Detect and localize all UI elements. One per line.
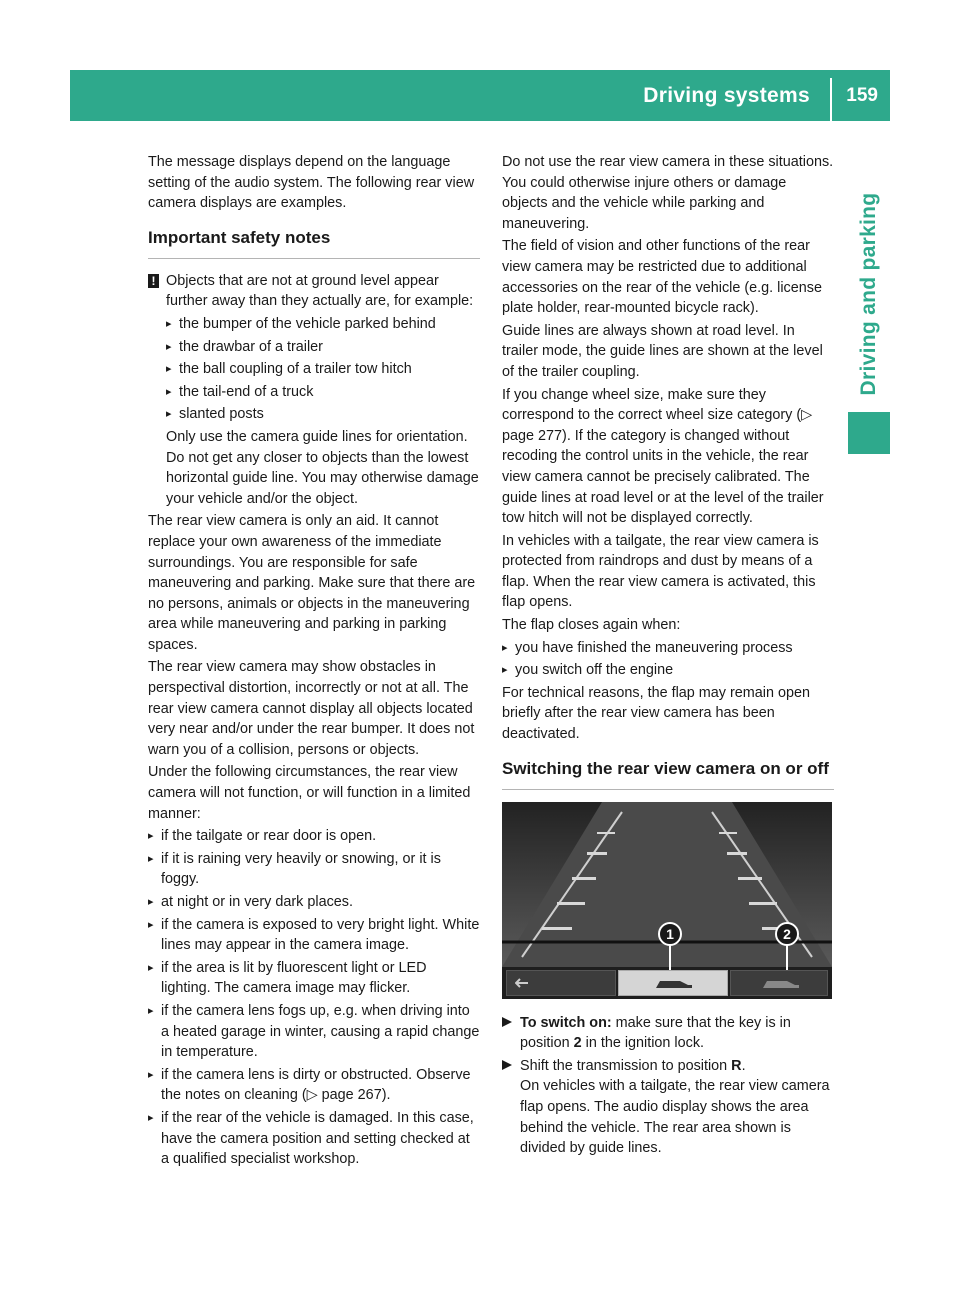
vehicle-icon	[654, 977, 694, 991]
obstacles-paragraph: The rear view camera may show obstacles in perspectival distortion, incorrectly or not at all. The rear view camera cannot display all objects located very near and/or under the rear bumper. It does not warn you of a collision, persons or objects.	[148, 659, 475, 758]
callout-1: 1	[658, 922, 682, 946]
step2-result: On vehicles with a tailgate, the rear view camera flap opens. The audio display shows the area behind the vehicle. The rear area shown is divided by guide lines.	[520, 1078, 830, 1157]
step-switch-on	[502, 1013, 834, 1054]
page-number: 159	[846, 85, 878, 106]
left-column	[148, 152, 480, 1172]
right-column	[502, 152, 834, 1161]
rear-view-button[interactable]	[618, 970, 728, 996]
list-item: ▸ the drawbar of a trailer	[166, 337, 480, 358]
vehicle-top-icon	[761, 977, 801, 991]
header-bar	[70, 70, 890, 121]
list-item: ▸ the ball coupling of a trailer tow hitch	[166, 359, 480, 380]
list-item: ▸ if the area is lit by fluorescent light or LED lighting. The camera image may flicker.	[148, 958, 480, 999]
paragraph: In vehicles with a tailgate, the rear view camera is protected from raindrops and dust by means of a flap. When the rear view camera is activated, this flap opens.	[502, 532, 819, 611]
paragraph: Guide lines are always shown at road level. In trailer mode, the guide lines are shown at the level of the trailer coupling.	[502, 322, 823, 380]
paragraph: Do not use the rear view camera in these situations. You could otherwise injure others or damage objects and the vehicle while parking and maneuvering.	[502, 154, 834, 232]
callout-line-1	[669, 942, 671, 970]
paragraph: The field of vision and other functions of the rear view camera may be restricted due to additional accessories on the rear of the vehicle (e.g. license plate holder, rear-mounted bicycle rack).	[502, 238, 822, 317]
step2-text: Shift the transmission to position	[520, 1057, 732, 1074]
warning-text: Objects that are not at ground level appear further away than they actually are, for example:	[166, 272, 474, 310]
list-item: ▸ you have finished the maneuvering process	[502, 638, 834, 659]
back-arrow-icon	[515, 978, 529, 990]
aid-paragraph: The rear view camera is only an aid. It cannot replace your own awareness of the immediate surroundings. You are responsible for safe maneuvering and parking. Make sure that there are no persons, animals or objects in the maneuvering area while maneuvering and parking in parking spaces.	[148, 513, 476, 653]
list-item: ▸ if the rear of the vehicle is damaged. In this case, have the camera position and setting checked at a qualified specialist workshop.	[148, 1108, 480, 1170]
warning-block	[148, 271, 480, 510]
list-item: ▸ you switch off the engine	[502, 660, 834, 681]
list-item: ▸ if it is raining very heavily or snowing, or it is foggy.	[148, 849, 480, 890]
objects-list	[166, 314, 480, 425]
camera-display-figure	[502, 802, 832, 999]
circumstances-paragraph: Under the following circumstances, the rear view camera will not function, or will function in a limited manner:	[148, 764, 471, 822]
side-tab	[848, 121, 890, 441]
step-shift	[502, 1056, 834, 1159]
list-item: ▸ at night or in very dark places.	[148, 892, 480, 913]
warning-tail: Only use the camera guide lines for orientation. Do not get any closer to objects than the lowest horizontal guide line. You may otherwise damage your vehicle and/or the object.	[166, 428, 479, 507]
list-item: ▸ the bumper of the vehicle parked behind	[166, 314, 480, 335]
step2-tail: .	[741, 1057, 746, 1074]
list-item: ▸ if the camera is exposed to very bright light. White lines may appear in the camera image.	[148, 915, 480, 956]
flap-list	[502, 638, 834, 681]
step1-label: To switch on:	[520, 1014, 612, 1031]
step2-position: R	[731, 1057, 742, 1074]
conditions-list	[148, 826, 480, 1170]
safety-heading: Important safety notes	[148, 226, 480, 259]
list-item: ▸ if the camera lens is dirty or obstructed. Observe the notes on cleaning (▷ page 267).	[148, 1065, 480, 1106]
callout-2: 2	[775, 922, 799, 946]
header-separator	[830, 78, 832, 121]
step1-position: 2	[573, 1035, 582, 1052]
step-arrow-icon	[502, 1017, 512, 1027]
side-tab-label: Driving and parking	[857, 192, 880, 396]
paragraph: If you change wheel size, make sure they correspond to the correct wheel size category (▷ page 277). If the category is changed without recoding the control units in the vehicle, the rear view camera cannot be precisely calibrated. The guide lines at road level or at the level of the trailer tow hitch will not be displayed correctly.	[502, 386, 824, 527]
back-button[interactable]	[506, 970, 616, 996]
callout-line-2	[786, 942, 788, 970]
list-item: ▸ if the camera lens fogs up, e.g. when driving into a heated garage in winter, causing a rapid change in temperature.	[148, 1001, 480, 1063]
warning-icon: !	[148, 274, 159, 288]
section-title: Driving systems	[643, 84, 810, 107]
list-item: ▸ slanted posts	[166, 404, 480, 425]
side-tab-marker	[848, 412, 890, 454]
intro-paragraph: The message displays depend on the language setting of the audio system. The following rear view camera displays are examples.	[148, 154, 475, 212]
camera-menu-bar	[502, 967, 832, 999]
list-item: ▸ the tail-end of a truck	[166, 382, 480, 403]
step1-text: make sure that the key is in position	[520, 1014, 791, 1052]
view-mode-button[interactable]	[730, 970, 828, 996]
paragraph: The flap closes again when:	[502, 617, 681, 634]
switching-heading: Switching the rear view camera on or off	[502, 757, 834, 790]
list-item: ▸ if the tailgate or rear door is open.	[148, 826, 480, 847]
step-arrow-icon	[502, 1060, 512, 1070]
paragraph: For technical reasons, the flap may remain open briefly after the rear view camera has been deactivated.	[502, 684, 810, 743]
step1-tail: in the ignition lock.	[581, 1035, 705, 1052]
